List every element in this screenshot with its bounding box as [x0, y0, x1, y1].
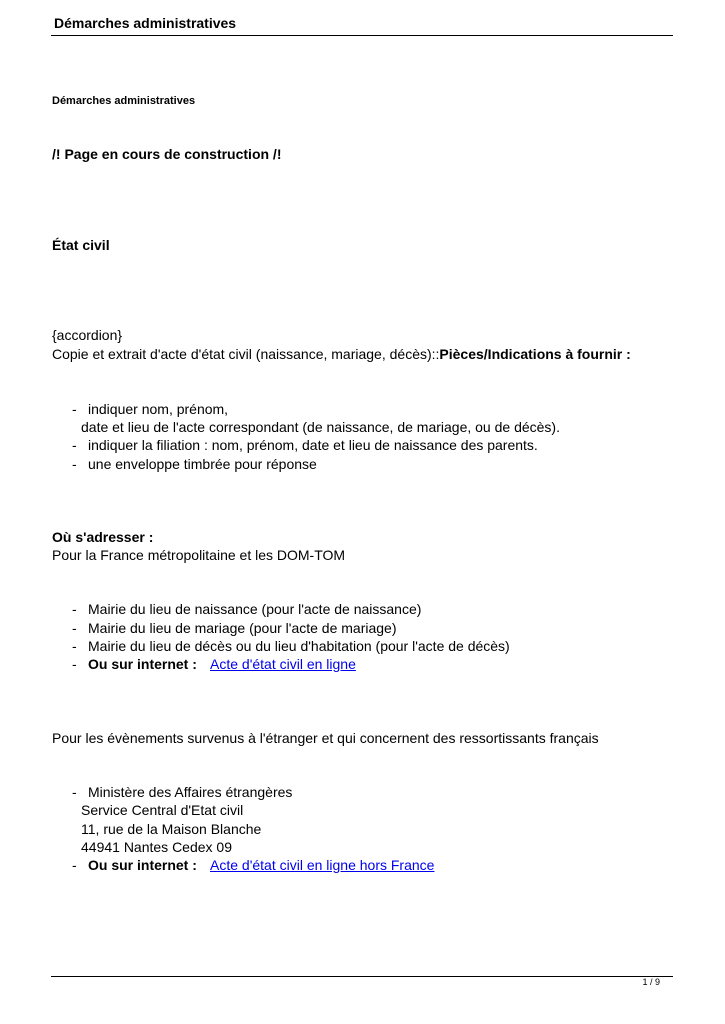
acte-etat-civil-hors-france-link[interactable]: Acte d'état civil en ligne hors France — [210, 857, 435, 873]
footer-divider — [51, 976, 673, 977]
list-bullet: - — [72, 857, 77, 873]
list-item: Mairie du lieu de mariage (pour l'acte de mariage) — [88, 620, 397, 636]
construction-notice: /! Page en cours de construction /! — [52, 146, 282, 162]
list-item-continuation: date et lieu de l'acte correspondant (de naissance, de mariage, ou de décès). — [81, 419, 560, 435]
etranger-link-wrapper — [210, 856, 434, 874]
list-bullet: - — [72, 620, 77, 636]
list-bullet: - — [72, 401, 77, 417]
acte-line-bold: Pièces/Indications à fournir : — [439, 346, 631, 362]
section-title-etat-civil: État civil — [52, 237, 110, 253]
france-intro: Pour la France métropolitaine et les DOM-TOM — [52, 547, 346, 563]
list-bullet: - — [72, 656, 77, 672]
acte-etat-civil-link[interactable]: Acte d'état civil en ligne — [210, 656, 356, 672]
list-item: une enveloppe timbrée pour réponse — [88, 456, 317, 472]
list-bullet: - — [72, 638, 77, 654]
etranger-intro: Pour les évènements survenus à l'étranger et qui concernent des ressortissants français — [52, 730, 599, 746]
header-title: Démarches administratives — [54, 15, 237, 31]
header-divider — [51, 35, 673, 36]
list-item: Mairie du lieu de décès ou du lieu d'habitation (pour l'acte de décès) — [88, 638, 510, 654]
accordion-tag: {accordion} — [52, 327, 123, 343]
list-bullet: - — [72, 437, 77, 453]
list-bullet: - — [72, 601, 77, 617]
list-bullet: - — [72, 456, 77, 472]
address-line: 44941 Nantes Cedex 09 — [81, 839, 232, 855]
address-line: 11, rue de la Maison Blanche — [81, 821, 262, 837]
list-item: indiquer nom, prénom, — [88, 401, 229, 417]
address-line: Service Central d'Etat civil — [81, 802, 244, 818]
ou-adresser-label: Où s'adresser : — [52, 529, 154, 545]
address-line: Ministère des Affaires étrangères — [88, 784, 293, 800]
france-link-wrapper — [210, 655, 356, 673]
page-number: 1 / 9 — [642, 977, 660, 987]
acte-line — [52, 345, 631, 363]
list-item: Mairie du lieu de naissance (pour l'acte de naissance) — [88, 601, 422, 617]
list-item: indiquer la filiation : nom, prénom, date et lieu de naissance des parents. — [88, 437, 538, 453]
acte-line-prefix: Copie et extrait d'acte d'état civil (naissance, mariage, décès):: — [52, 346, 440, 362]
list-bullet: - — [72, 784, 77, 800]
document-subtitle: Démarches administratives — [52, 95, 196, 107]
internet-label: Ou sur internet : — [88, 857, 197, 873]
internet-label: Ou sur internet : — [88, 656, 197, 672]
